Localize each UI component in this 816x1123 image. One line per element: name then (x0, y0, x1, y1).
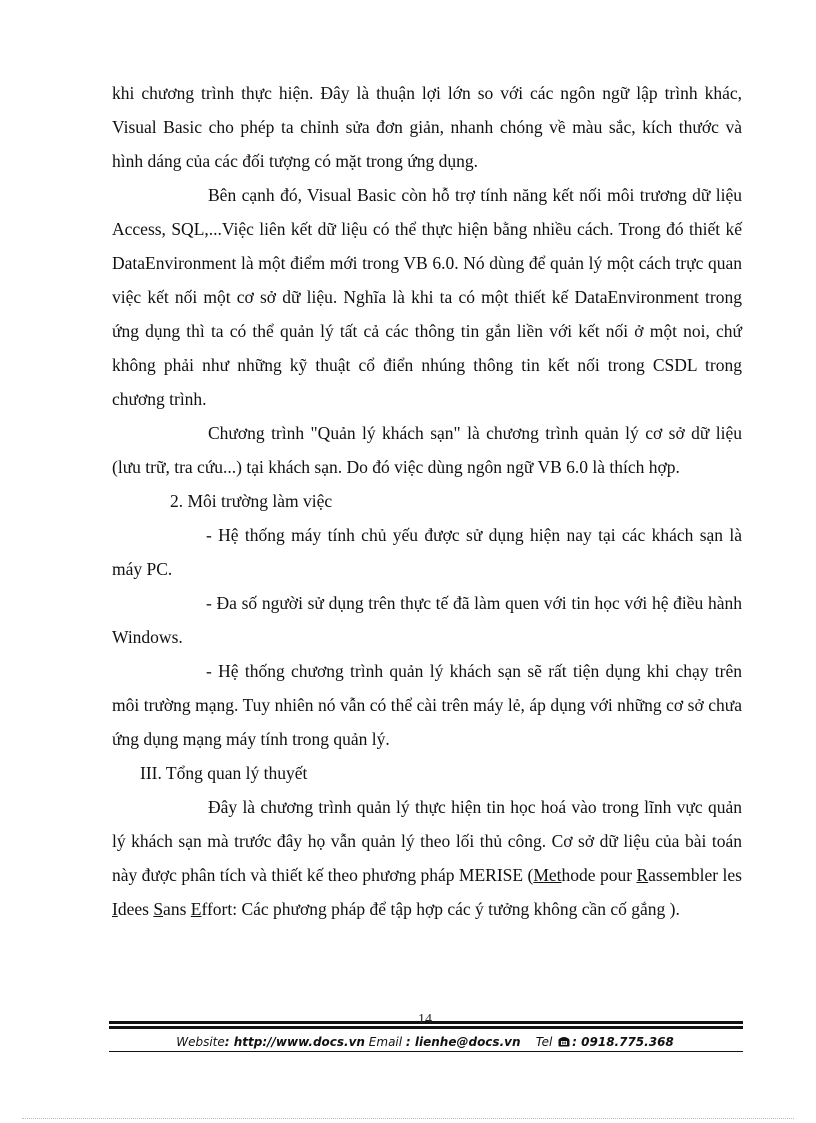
footer-website-link[interactable]: : http://www.docs.vn (224, 1035, 365, 1049)
merise-ffort: ffort (201, 899, 233, 919)
section-heading-environment: 2. Môi trường làm việc (170, 491, 333, 511)
merise-tail: : Các phương pháp để tập hợp các ý tưởng không cần cố gắng ). (232, 899, 680, 919)
bullet-windows: - Đa số người sử dụng trên thực tế đã làm quen với tin học với hệ điều hành Windows. (112, 593, 742, 647)
bullet-pc: - Hệ thống máy tính chủ yếu được sử dụng hiện nay tại các khách sạn là máy PC. (112, 525, 742, 579)
footer-tel-label: Tel (535, 1035, 553, 1049)
section-heading-theory: III. Tổng quan lý thuyết (140, 763, 308, 783)
footer-tel-value: : 0918.775.368 (572, 1035, 674, 1049)
body-text (112, 76, 742, 926)
footer (100, 1034, 750, 1050)
merise-assembler: assembler les (648, 865, 742, 885)
paragraph-data-environment: Bên cạnh đó, Visual Basic còn hỗ trợ tính năng kết nối môi trương dữ liệu Access, SQL,...Việc liên kết dữ liệu có thể thực hiện bằng nhiều cách. Trong đó thiết kế DataEnvironment là một điểm mới trong VB 6.0. Nó dùng để quản lý một cách trực quan việc kết nối một cơ sở dữ liệu. Nghĩa là khi ta có một thiết kế DataEnvironment trong ứng dụng thì ta có thể quản lý tất cả các thông tin gắn liền với kết nối ở một noi, chứ không phải như những kỹ thuật cổ điển nhúng thông tin kết nối trong CSDL trong chương trình. (112, 185, 742, 409)
merise-hode: hode pour (561, 865, 637, 885)
page-number: 14 (418, 1012, 432, 1027)
merise-met: Met (533, 865, 562, 885)
paragraph-hotel-program: Chương trình "Quản lý khách sạn" là chương trình quản lý cơ sở dữ liệu (lưu trữ, tra cứu...) tại khách sạn. Do đó việc dùng ngôn ngữ VB 6.0 là thích hợp. (112, 423, 742, 477)
footer-email-link[interactable]: : lienhe@docs.vn (405, 1035, 521, 1049)
merise-intro: Đây là chương trình quản lý thực hiện tin học hoá vào trong lĩnh vực quản lý khách sạn mà trước đây họ vẫn quản lý theo lối thủ công. Cơ sở dữ liệu của bài toán này được phân tích và thiết kế theo phương pháp MERISE ( (112, 797, 742, 885)
phone-icon (558, 1036, 570, 1047)
page-edge-dotted-line (22, 1118, 794, 1119)
merise-dees: dees (117, 899, 154, 919)
merise-r: R (636, 865, 649, 885)
footer-website-label: Website (176, 1035, 225, 1049)
paragraph-intro-continued: khi chương trình thực hiện. Đây là thuận lợi lớn so với các ngôn ngữ lập trình khác, Visual Basic cho phép ta chỉnh sửa đơn giản, nhanh chóng về màu sắc, kích thước và hình dáng của các đối tượng có mặt trong ứng dụng. (112, 83, 742, 171)
footer-rule-bottom (109, 1051, 743, 1052)
bullet-network: - Hệ thống chương trình quản lý khách sạn sẽ rất tiện dụng khi chạy trên môi trường mạng. Tuy nhiên nó vẫn có thể cài trên máy lẻ, áp dụng với những cơ sở chưa ứng dụng mạng máy tính trong quản lý. (112, 661, 742, 749)
merise-i: I (112, 899, 118, 919)
merise-ans: ans (163, 899, 191, 919)
merise-e: E (190, 899, 202, 919)
footer-email-label: Email (364, 1035, 406, 1049)
paragraph-merise (112, 790, 742, 926)
merise-s: S (153, 899, 164, 919)
